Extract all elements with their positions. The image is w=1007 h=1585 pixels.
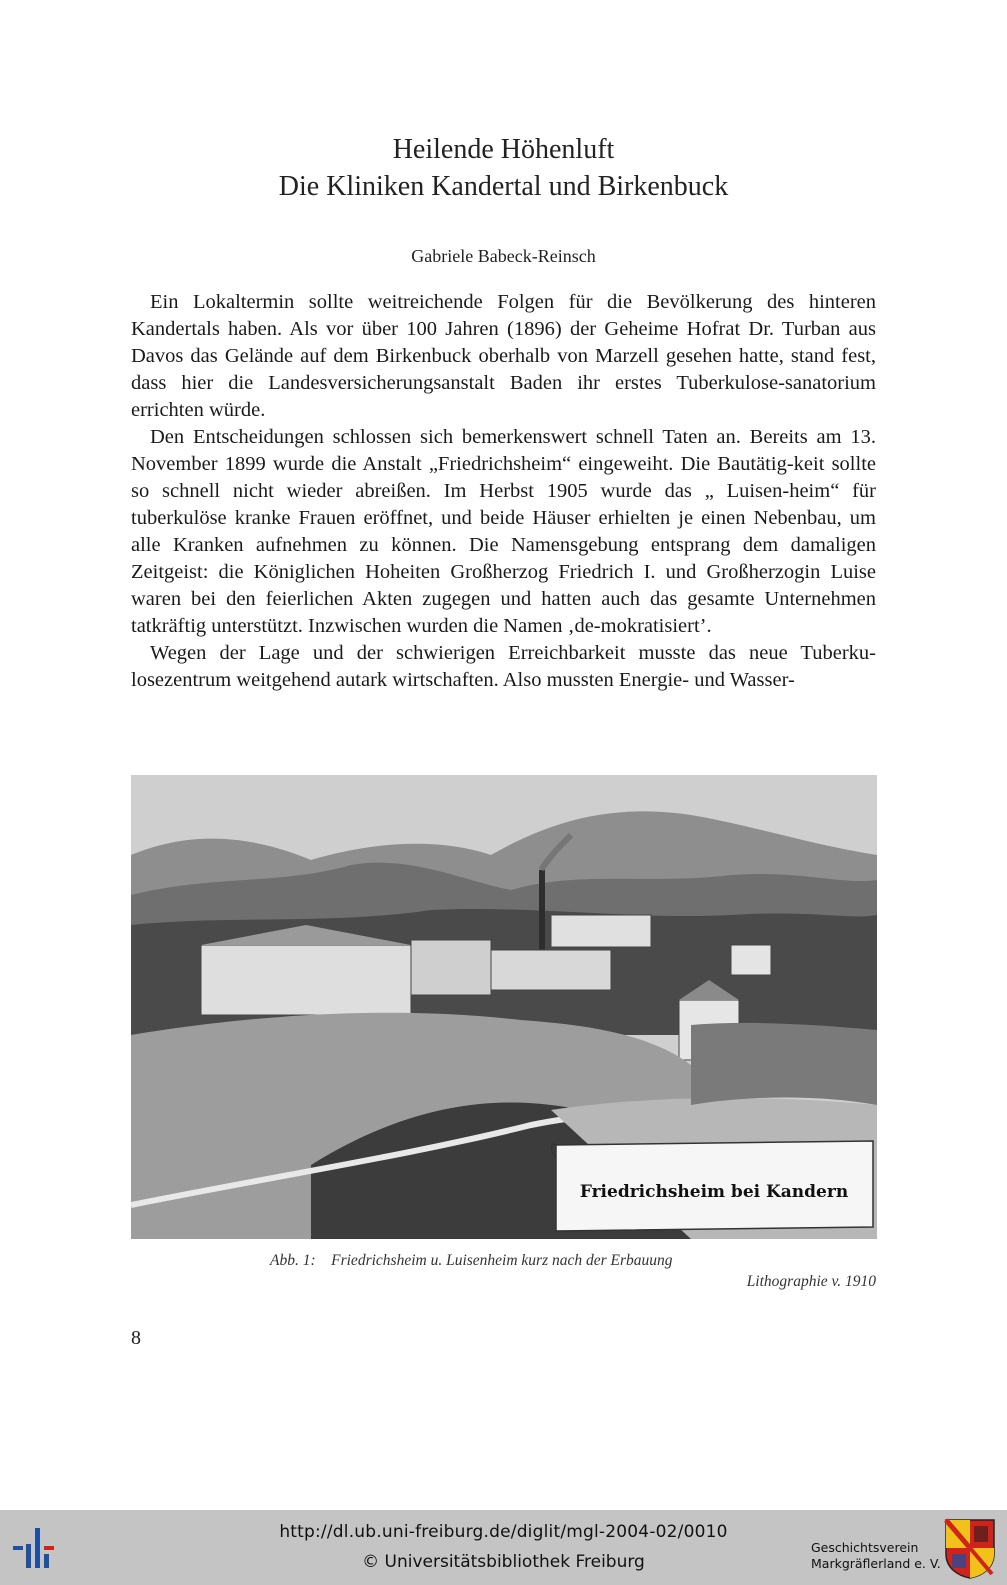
article-subtitle: Die Kliniken Kandertal und Birkenbuck xyxy=(278,171,729,202)
figure-credit: Lithographie v. 1910 xyxy=(746,1273,876,1290)
document-url-link[interactable]: http://dl.ub.uni-freiburg.de/diglit/mgl-2004-02/0010 xyxy=(279,1522,728,1542)
body-paragraph: Wegen der Lage und der schwierigen Erreichbarkeit musste das neue Tuberku-losezentrum weitgehend autark wirtschaften. Also mussten Energie- und Wasser- xyxy=(131,642,876,691)
copyright-notice: © Universitätsbibliothek Freiburg xyxy=(362,1552,645,1572)
body-paragraph: Den Entscheidungen schlossen sich bemerkenswert schnell Taten an. Bereits am 13. November 1899 wurde die Anstalt „Friedrichsheim“ eingeweiht. Die Bautätig-keit sollte so schnell nicht wieder abreißen. Im Herbst 1905 wurde das „ Luisen-heim“ für tuberkulöse kranke Frauen eröffnet, und beide Häuser erhielten je einen Nebenbau, um alle Kranken aufnehmen zu können. Die Namensgebung entsprang dem damaligen Zeitgeist: die Königlichen Hoheiten Großherzog Friedrich I. und Großherzogin Luise waren bei den feierlichen Akten zugegen und hatten auch das gesamte Unternehmen tatkräftig unterstützt. Inzwischen wurden die Namen ‚de-mokratisiert’. xyxy=(131,426,876,637)
figure-banner-text: Friedrichsheim bei Kandern xyxy=(579,1182,849,1202)
coat-of-arms-icon xyxy=(944,1518,996,1580)
article-body xyxy=(131,289,876,694)
society-name xyxy=(811,1540,941,1572)
figure-banner xyxy=(551,1141,873,1231)
lithograph-figure xyxy=(131,775,877,1239)
article-author: Gabriele Babeck-Reinsch xyxy=(411,246,596,266)
lithograph-illustration xyxy=(131,775,877,1239)
figure-caption: Abb. 1: Friedrichsheim u. Luisenheim kurz nach der Erbauung xyxy=(270,1252,673,1269)
society-name-line2: Markgräflerland e. V. xyxy=(811,1556,941,1571)
body-paragraph: Ein Lokaltermin sollte weitreichende Folgen für die Bevölkerung des hinteren Kandertals haben. Als vor über 100 Jahren (1896) der Geheime Hofrat Dr. Turban aus Davos das Gelände auf dem Birkenbuck oberhalb von Marzell gesehen hatte, stand fest, dass hier die Landesversicherungsanstalt Baden ihr erstes Tuberkulose-sanatorium errichten würde. xyxy=(131,291,876,421)
article-title: Heilende Höhenluft xyxy=(392,134,615,165)
viewer-footer xyxy=(0,1510,1007,1585)
society-name-line1: Geschichtsverein xyxy=(811,1540,919,1555)
page-number: 8 xyxy=(131,1327,141,1349)
